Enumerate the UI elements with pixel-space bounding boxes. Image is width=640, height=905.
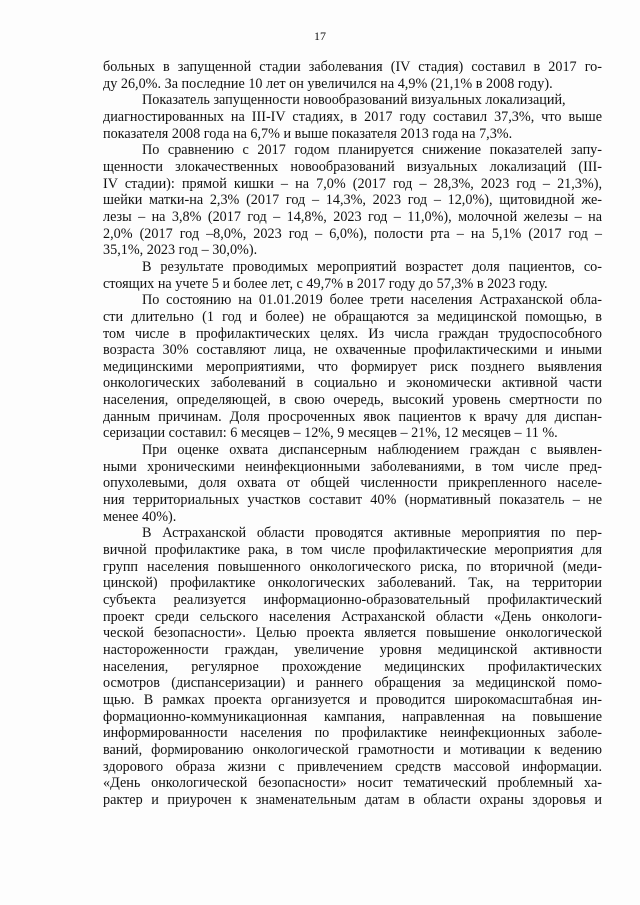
text-line: ными хроническими неинфекционными заболеваниями, в том числе пред- xyxy=(103,458,602,475)
text-line: субъекта реализуется информационно-образовательный профилактический xyxy=(103,592,602,608)
text-line: 2,0% (2017 год –8,0%, 2023 год – 6,0%), полости рта – на 5,1% (2017 год – xyxy=(103,225,602,242)
text-line: данным причинам. Доля просроченных явок пациентов к врачу для диспан- xyxy=(103,408,602,425)
text-line: сти длительно (1 год и более) не обращаются за медицинской помощью, в xyxy=(103,308,602,325)
text-line: осмотров (диспансеризации) и раннего обращения за медицинской помо- xyxy=(103,675,602,692)
text-line: стоящих на учете 5 и более лет, с 49,7% в 2017 году до 57,3% в 2023 году. xyxy=(103,275,548,292)
text-line: 35,1%, 2023 год – 30,0%). xyxy=(103,242,258,259)
text-line: онкологических заболеваний в социально и экономически активной части xyxy=(103,375,602,392)
text-line: По сравнению с 2017 годом планируется снижение показателей запу- xyxy=(142,142,602,159)
text-line: «День онкологической безопасности» носит тематический проблемный ха- xyxy=(103,775,602,792)
text-line: лезы – на 3,8% (2017 год – 14,8%, 2023 год – 11,0%), молочной железы – на xyxy=(103,208,602,225)
text-line: возраста 30% составляют лица, не охваченные профилактическими и иными xyxy=(103,342,602,359)
text-line: Показатель запущенности новообразований визуальных локализаций, xyxy=(142,92,566,109)
page-number: 17 xyxy=(314,29,326,43)
body-text xyxy=(103,59,602,809)
text-line: медицинскими мероприятиями, что формирует риск позднего выявления xyxy=(103,358,602,375)
text-line: информированности населения по профилактике неинфекционных заболе- xyxy=(103,725,602,742)
text-line: По состоянию на 01.01.2019 более трети населения Астраханской обла- xyxy=(142,292,602,309)
text-line: В результате проводимых мероприятий возрастет доля пациентов, со- xyxy=(142,258,602,275)
text-line: цинской) профилактике онкологических заболеваний. Так, на территории xyxy=(103,575,602,592)
text-line: серизации составил: 6 месяцев – 12%, 9 месяцев – 21%, 12 месяцев – 11 %. xyxy=(103,425,558,442)
text-line: диагностированных на III-IV стадиях, в 2017 году составил 37,3%, что выше xyxy=(103,108,602,125)
text-line: проект среди сельского населения Астраханской области «День онкологи- xyxy=(103,608,602,625)
text-line: ния территориальных участков составит 40% (нормативный показатель – не xyxy=(103,492,602,509)
text-line: показателя 2008 года на 6,7% и выше показателя 2013 года на 7,3%. xyxy=(103,125,513,142)
text-line: щью. В рамках проекта организуется и проводится широкомасштабная ин- xyxy=(103,691,602,708)
text-line: настороженности граждан, увеличение уровня медицинской активности xyxy=(103,641,602,658)
text-line: При оценке охвата диспансерным наблюдением граждан с выявлен- xyxy=(142,442,602,459)
text-line: формационно-коммуникационная кампания, направленная на повышение xyxy=(103,708,602,725)
text-line: шейки матки-на 2,3% (2017 год – 14,3%, 2023 год – 12,0%), щитовидной же- xyxy=(103,192,602,209)
text-line: ческой безопасности». Целью проекта является повышение онкологической xyxy=(103,625,602,642)
text-line: населения, определяющей, в свою очередь, высокий уровень смертности по xyxy=(103,392,602,409)
text-line: рактер и приурочен к знаменательным датам в области охраны здоровья и xyxy=(103,791,602,808)
text-line: том числе в профилактических целях. Из числа граждан трудоспособного xyxy=(103,325,602,342)
text-line: В Астраханской области проводятся активные мероприятия по пер- xyxy=(142,525,602,542)
text-line: опухолевыми, доля охвата от общей численности прикрепленного населе- xyxy=(103,475,602,492)
text-line: вичной профилактике рака, в том числе профилактические мероприятия для xyxy=(103,542,602,559)
text-line: больных в запущенной стадии заболевания (IV стадия) составил в 2017 го- xyxy=(103,59,602,75)
text-line: ду 26,0%. За последние 10 лет он увеличился на 4,9% (21,1% в 2008 году). xyxy=(103,75,553,92)
text-line: населения, регулярное прохождение медицинских профилактических xyxy=(103,658,602,675)
text-line: групп населения повышенного онкологического риска, по вторичной (меди- xyxy=(103,558,602,575)
text-line: ваний, формированию онкологической грамотности и мотивации к ведению xyxy=(103,741,602,758)
text-line: здорового образа жизни с привлечением средств массовой информации. xyxy=(103,758,602,775)
text-line: менее 40%). xyxy=(103,508,177,525)
text-line: IV стадии): прямой кишки – на 7,0% (2017 год – 28,3%, 2023 год – 21,3%), xyxy=(103,175,602,192)
text-line: щенности злокачественных новообразований визуальных локализаций (III- xyxy=(103,158,602,175)
